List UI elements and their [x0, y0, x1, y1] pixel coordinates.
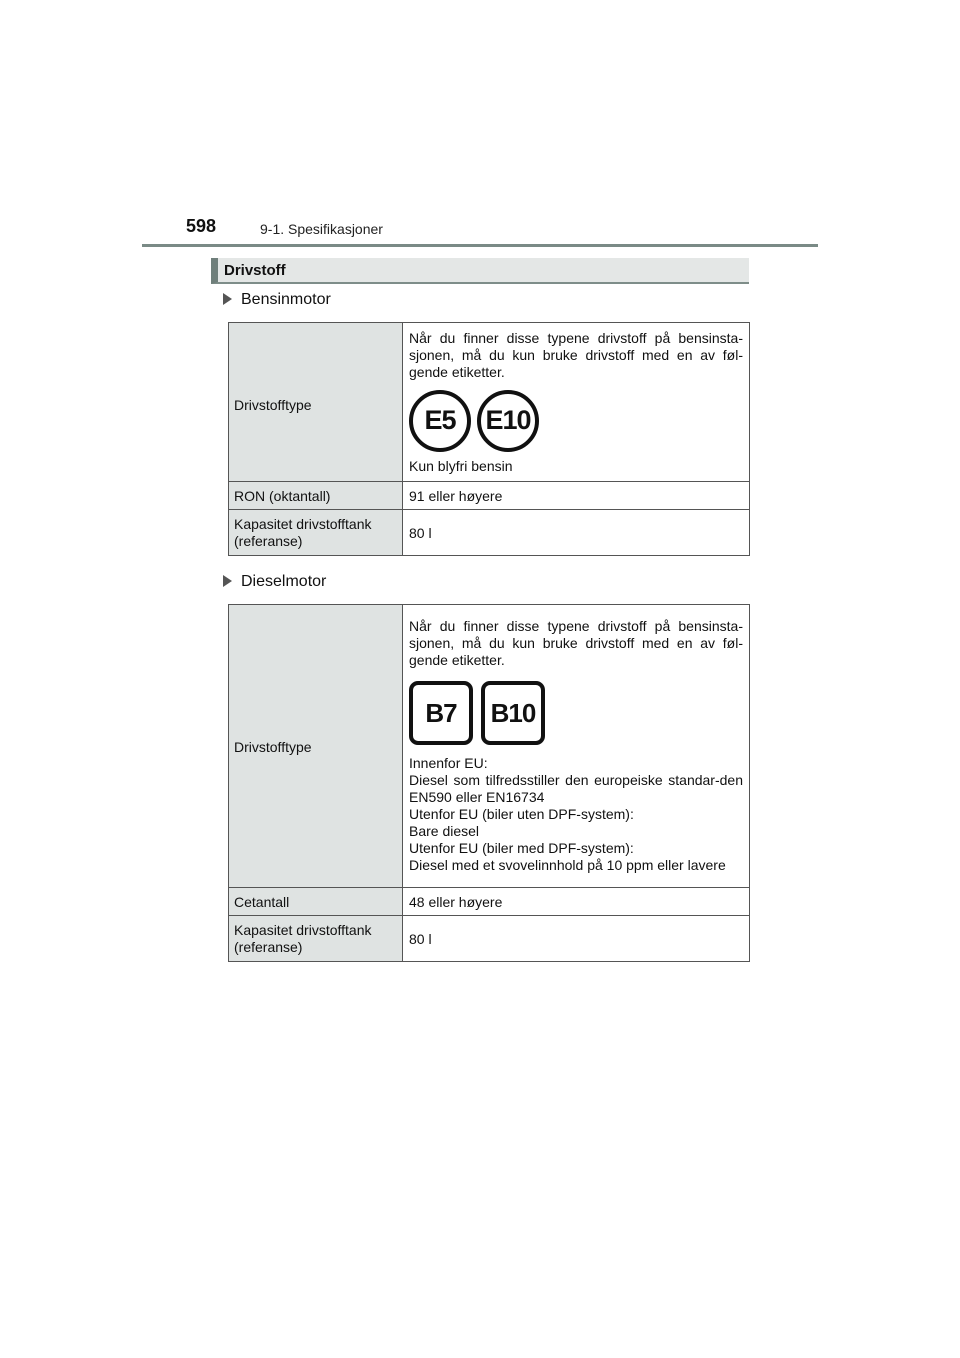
- cetane-key: Cetantall: [229, 888, 403, 916]
- header-rule: [142, 244, 818, 247]
- ron-value: 91 eller høyere: [403, 482, 750, 510]
- table-row: [229, 510, 750, 556]
- arrow-right-icon: [223, 575, 232, 587]
- tank-capacity-value: 80 l: [403, 510, 750, 556]
- diesel-note: Utenfor EU (biler med DPF-system):: [409, 840, 634, 856]
- e5-label-icon: E5: [409, 390, 471, 452]
- diesel-note: Diesel som tilfredsstiller den europeiske standar-den EN590 eller EN16734: [409, 772, 743, 805]
- arrow-right-icon: [223, 293, 232, 305]
- fuel-type-key: Drivstofftype: [229, 605, 403, 888]
- cetane-value: 48 eller høyere: [403, 888, 750, 916]
- fuel-type-note: Kun blyfri bensin: [409, 457, 513, 474]
- section-title: Drivstoff: [224, 262, 286, 279]
- fuel-type-value: [403, 605, 750, 888]
- fuel-labels: [409, 681, 743, 745]
- petrol-heading: [223, 291, 331, 309]
- b10-label-icon: B10: [481, 681, 545, 745]
- tank-capacity-value: 80 l: [403, 916, 750, 962]
- b7-label-icon: B7: [409, 681, 473, 745]
- table-row: [229, 605, 750, 888]
- diesel-note: Bare diesel: [409, 823, 480, 839]
- fuel-labels: [409, 390, 743, 452]
- tank-capacity-key: Kapasitet drivstofftank (referanse): [229, 510, 403, 556]
- table-row: [229, 916, 750, 962]
- petrol-heading-text: Bensinmotor: [241, 291, 331, 308]
- section-title-bar: [211, 258, 749, 284]
- e10-label-icon: E10: [477, 390, 539, 452]
- diesel-note: Utenfor EU (biler uten DPF-system):: [409, 806, 634, 822]
- section-label: 9-1. Spesifikasjoner: [260, 221, 383, 237]
- table-row: [229, 482, 750, 510]
- diesel-heading: [223, 573, 326, 591]
- fuel-type-key: Drivstofftype: [229, 323, 403, 482]
- diesel-note: Diesel med et svovelinnhold på 10 ppm eller lavere: [409, 857, 726, 873]
- table-row: [229, 323, 750, 482]
- page-number: 598: [186, 216, 217, 236]
- fuel-type-value: [403, 323, 750, 482]
- diesel-note: Innenfor EU:: [409, 755, 488, 771]
- petrol-spec-table: [228, 322, 750, 556]
- fuel-type-intro: Når du finner disse typene drivstoff på bensinsta-sjonen, må du kun bruke drivstoff med en av føl-gende etiketter.: [409, 329, 743, 380]
- table-row: [229, 888, 750, 916]
- diesel-spec-table: [228, 604, 750, 962]
- ron-key: RON (oktantall): [229, 482, 403, 510]
- diesel-heading-text: Dieselmotor: [241, 573, 327, 590]
- tank-capacity-key: Kapasitet drivstofftank (referanse): [229, 916, 403, 962]
- fuel-type-intro: Når du finner disse typene drivstoff på bensinsta-sjonen, må du kun bruke drivstoff med en av føl-gende etiketter.: [409, 618, 743, 668]
